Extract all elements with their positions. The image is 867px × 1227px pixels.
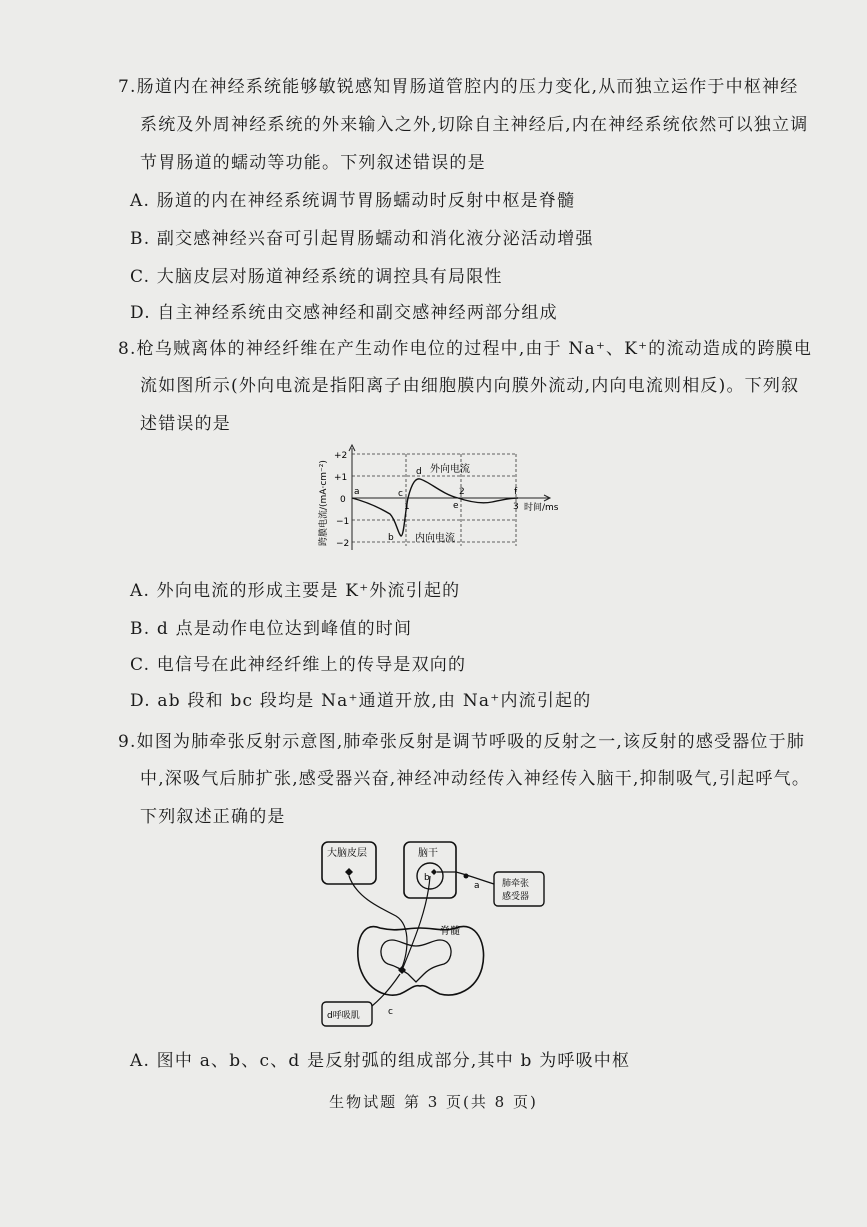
ytick-plus1: +1: [334, 473, 348, 483]
q7-option-c: C. 大脑皮层对肠道神经系统的调控具有局限性: [130, 267, 503, 287]
reflex-arc-diagram: [316, 836, 556, 1032]
q8-option-a: A. 外向电流的形成主要是 K⁺外流引起的: [130, 581, 461, 601]
receptor-label-2: 感受器: [502, 892, 530, 902]
outward-current-label: 外向电流: [430, 464, 470, 475]
ytick-minus1: −1: [336, 517, 350, 527]
ytick-minus2: −2: [336, 539, 350, 549]
ytick-0: 0: [340, 495, 346, 505]
label-a: a: [474, 881, 480, 891]
q8-line-1: 8.枪乌贼离体的神经纤维在产生动作电位的过程中,由于 Na⁺、K⁺的流动造成的跨膜电: [118, 339, 813, 359]
q8-option-d: D. ab 段和 bc 段均是 Na⁺通道开放,由 Na⁺内流引起的: [130, 691, 592, 711]
point-a: a: [354, 487, 360, 497]
inward-current-label: 内向电流: [415, 533, 455, 544]
q9-option-a: A. 图中 a、b、c、d 是反射弧的组成部分,其中 b 为呼吸中枢: [130, 1051, 631, 1071]
xtick-2: 2: [459, 487, 465, 497]
q7-line-3: 节胃肠道的蠕动等功能。下列叙述错误的是: [140, 153, 486, 173]
q7-line-1: 7.肠道内在神经系统能够敏锐感知胃肠道管腔内的压力变化,从而独立运作于中枢神经: [118, 77, 799, 97]
label-b: b: [424, 873, 430, 883]
q9-line-2: 中,深吸气后肺扩张,感受器兴奋,神经冲动经传入神经传入脑干,抑制吸气,引起呼气。: [140, 769, 811, 789]
q8-option-b: B. d 点是动作电位达到峰值的时间: [130, 619, 413, 639]
q8-line-2: 流如图所示(外向电流是指阳离子由细胞膜内向膜外流动,内向电流则相反)。下列叙: [140, 376, 800, 396]
q9-line-1: 9.如图为肺牵张反射示意图,肺牵张反射是调节呼吸的反射之一,该反射的感受器位于肺: [118, 732, 806, 752]
q9-line-3: 下列叙述正确的是: [140, 807, 286, 827]
xtick-3: 3: [513, 502, 519, 512]
current-curve: [352, 479, 518, 536]
q7-option-b: B. 副交感神经兴奋可引起胃肠蠕动和消化液分泌活动增强: [130, 229, 594, 249]
q7-line-2: 系统及外周神经系统的外来输入之外,切除自主神经后,内在神经系统依然可以独立调: [140, 115, 809, 135]
graph-ylabel: 跨膜电流/(mA·cm⁻²): [319, 460, 329, 546]
brainstem-label: 脑干: [418, 848, 438, 859]
muscle-label: d呼吸肌: [327, 1011, 360, 1021]
spinal-label: 脊髓: [440, 926, 460, 937]
cortex-label: 大脑皮层: [327, 848, 367, 859]
point-f: f: [514, 487, 518, 497]
q8-line-3: 述错误的是: [140, 414, 231, 434]
label-c: c: [388, 1007, 393, 1017]
q7-option-d: D. 自主神经系统由交感神经和副交感神经两部分组成: [130, 303, 558, 323]
point-b: b: [388, 533, 394, 543]
q7-option-a: A. 肠道的内在神经系统调节胃肠蠕动时反射中枢是脊髓: [130, 191, 576, 211]
point-d: d: [416, 467, 422, 477]
point-e: e: [453, 501, 459, 511]
graph-xlabel: 时间/ms: [524, 503, 559, 513]
xtick-1: 1: [404, 502, 410, 512]
ytick-plus2: +2: [334, 451, 348, 461]
spinal-cord: [358, 926, 484, 995]
q8-option-c: C. 电信号在此神经纤维上的传导是双向的: [130, 655, 467, 675]
page-footer: 生物试题 第 3 页(共 8 页): [329, 1093, 538, 1111]
membrane-current-graph: [312, 442, 572, 554]
point-c: c: [398, 489, 403, 499]
receptor-label-1: 肺牵张: [502, 879, 530, 889]
